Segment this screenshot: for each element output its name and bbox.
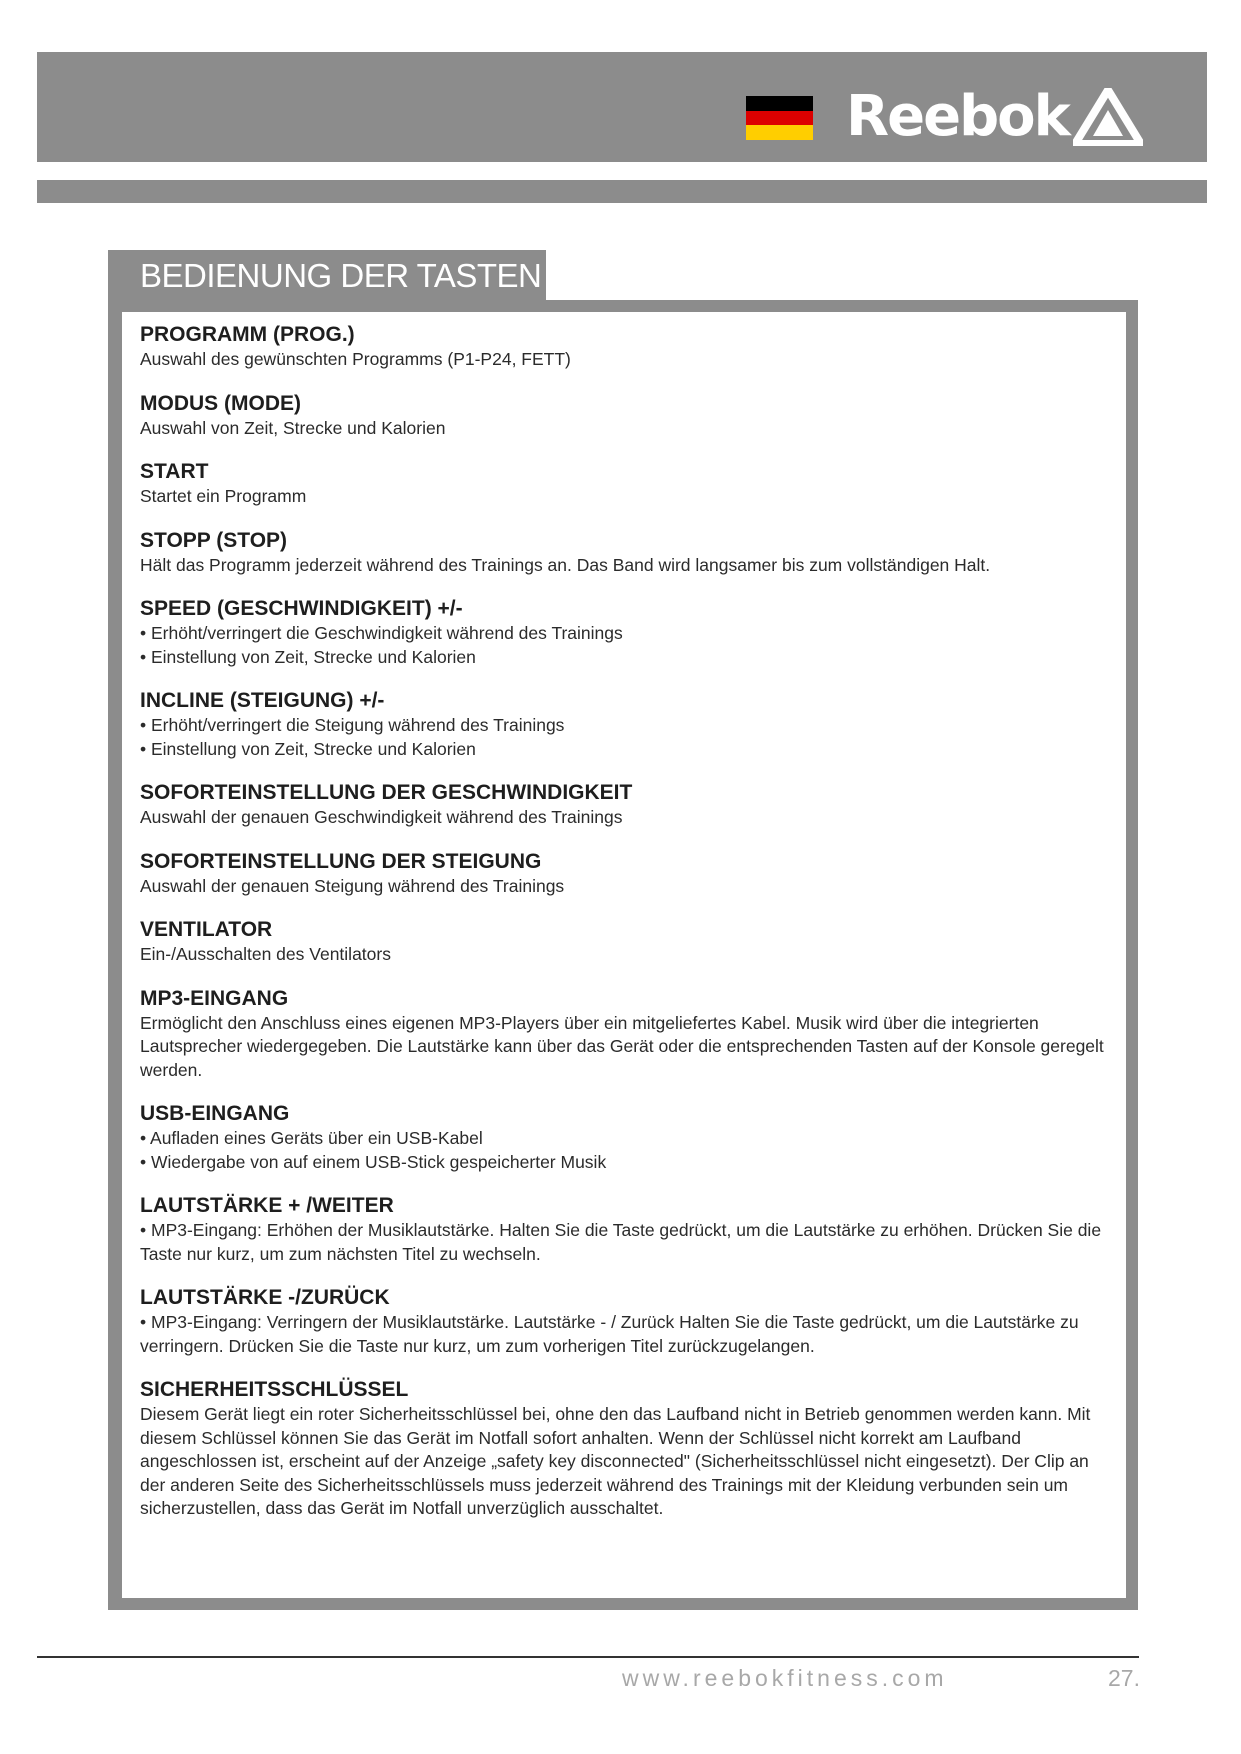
list-item bbox=[140, 917, 1115, 967]
list-item bbox=[140, 1193, 1115, 1266]
item-title: MP3-EINGANG bbox=[140, 986, 289, 1010]
item-description: Ein-/Ausschalten des Ventilators bbox=[140, 944, 391, 964]
list-item bbox=[140, 459, 1115, 509]
item-description: Auswahl von Zeit, Strecke und Kalorien bbox=[140, 417, 446, 438]
list-item bbox=[140, 596, 1115, 669]
item-title: LAUTSTÄRKE -/ZURÜCK bbox=[140, 1286, 390, 1309]
item-title: MODUS (MODE) bbox=[140, 391, 301, 415]
item-title: VENTILATOR bbox=[140, 918, 273, 941]
item-title: SOFORTEINSTELLUNG DER STEIGUNG bbox=[140, 849, 542, 873]
item-title: SICHERHEITSSCHLÜSSEL bbox=[140, 1378, 409, 1401]
item-title: INCLINE (STEIGUNG) +/- bbox=[140, 689, 385, 712]
item-title: PROGRAMM (PROG.) bbox=[140, 323, 355, 346]
list-item bbox=[140, 986, 1115, 1083]
flag-stripe-black bbox=[746, 96, 813, 111]
section-title: BEDIENUNG DER TASTEN bbox=[108, 250, 546, 302]
list-item bbox=[140, 391, 1115, 441]
item-description: • Aufladen eines Geräts über ein USB-Kabel bbox=[140, 1128, 483, 1148]
item-description: Startet ein Programm bbox=[140, 486, 307, 506]
sub-header-bar bbox=[37, 180, 1207, 203]
item-title: LAUTSTÄRKE + /WEITER bbox=[140, 1194, 394, 1217]
list-item bbox=[140, 1285, 1115, 1358]
item-title: USB-EINGANG bbox=[140, 1102, 290, 1125]
item-title: SPEED (GESCHWINDIGKEIT) +/- bbox=[140, 597, 463, 620]
flag-stripe-red bbox=[746, 111, 813, 126]
item-description: Auswahl der genauen Geschwindigkeit während des Trainings bbox=[140, 807, 623, 827]
list-item bbox=[140, 849, 1115, 899]
item-description: Diesem Gerät liegt ein roter Sicherheitsschlüssel bei, ohne den das Laufband nicht in Betrieb genommen werden kann. Mit diesem Schlüssel können Sie das Gerät im Notfall sofort anhalten. Wenn der Schlüssel nicht korrekt am Laufband angeschlossen ist, erscheint auf der Anzeige „safety key disconnected" (Sicherheitsschlüssel nicht eingesetzt). Der Clip an der anderen Seite des Sicherheitsschlüssels muss jederzeit während des Trainings mit der Kleidung verbunden sein um sicherzustellen, dass das Gerät im Notfall unverzüglich ausschaltet. bbox=[140, 1404, 1091, 1518]
item-title: STOPP (STOP) bbox=[140, 528, 288, 552]
brand-name: Reebok bbox=[846, 84, 1069, 149]
item-description: • Erhöht/verringert die Steigung während des Trainings bbox=[140, 715, 565, 735]
item-title: START bbox=[140, 460, 209, 483]
item-description: Auswahl des gewünschten Programms (P1-P24, FETT) bbox=[140, 349, 571, 369]
item-description: • Wiedergabe von auf einem USB-Stick gespeicherter Musik bbox=[140, 1151, 607, 1172]
item-description: Hält das Programm jederzeit während des Trainings an. Das Band wird langsamer bis zum vollständigen Halt. bbox=[140, 554, 991, 575]
item-description: Auswahl der genauen Steigung während des Trainings bbox=[140, 875, 565, 896]
item-description: • MP3-Eingang: Erhöhen der Musiklautstärke. Halten Sie die Taste gedrückt, um die Lautstärke zu erhöhen. Drücken Sie die Taste nur kurz, um zum nächsten Titel zu wechseln. bbox=[140, 1220, 1102, 1264]
reebok-logo bbox=[846, 82, 1143, 152]
item-description: • Einstellung von Zeit, Strecke und Kalorien bbox=[140, 738, 476, 759]
item-title: SOFORTEINSTELLUNG DER GESCHWINDIGKEIT bbox=[140, 781, 633, 804]
list-item bbox=[140, 1101, 1115, 1174]
item-description: • Erhöht/verringert die Geschwindigkeit während des Trainings bbox=[140, 623, 623, 643]
button-descriptions-list bbox=[140, 322, 1115, 1540]
footer-website-link[interactable]: www.reebokfitness.com bbox=[622, 1665, 948, 1691]
item-description: • MP3-Eingang: Verringern der Musiklautstärke. Lautstärke - / Zurück Halten Sie die Taste gedrückt, um die Lautstärke zu verringern. Drücken Sie die Taste nur kurz, um zum vorherigen Titel zurückzugelangen. bbox=[140, 1312, 1079, 1356]
list-item bbox=[140, 688, 1115, 761]
reebok-delta-icon bbox=[1073, 88, 1143, 146]
list-item bbox=[140, 1377, 1115, 1521]
page-number: 27. bbox=[1108, 1665, 1140, 1691]
german-flag-icon bbox=[746, 96, 813, 140]
footer-divider bbox=[37, 1656, 1139, 1658]
list-item bbox=[140, 780, 1115, 830]
item-description: • Einstellung von Zeit, Strecke und Kalorien bbox=[140, 646, 476, 667]
flag-stripe-gold bbox=[746, 125, 813, 140]
item-description: Ermöglicht den Anschluss eines eigenen MP3-Players über ein mitgeliefertes Kabel. Musik wird über die integrierten Lautsprecher wiedergegeben. Die Lautstärke kann über das Gerät oder die entsprechenden Tasten auf der Konsole geregelt werden. bbox=[140, 1012, 1104, 1080]
list-item bbox=[140, 528, 1115, 578]
list-item bbox=[140, 322, 1115, 372]
